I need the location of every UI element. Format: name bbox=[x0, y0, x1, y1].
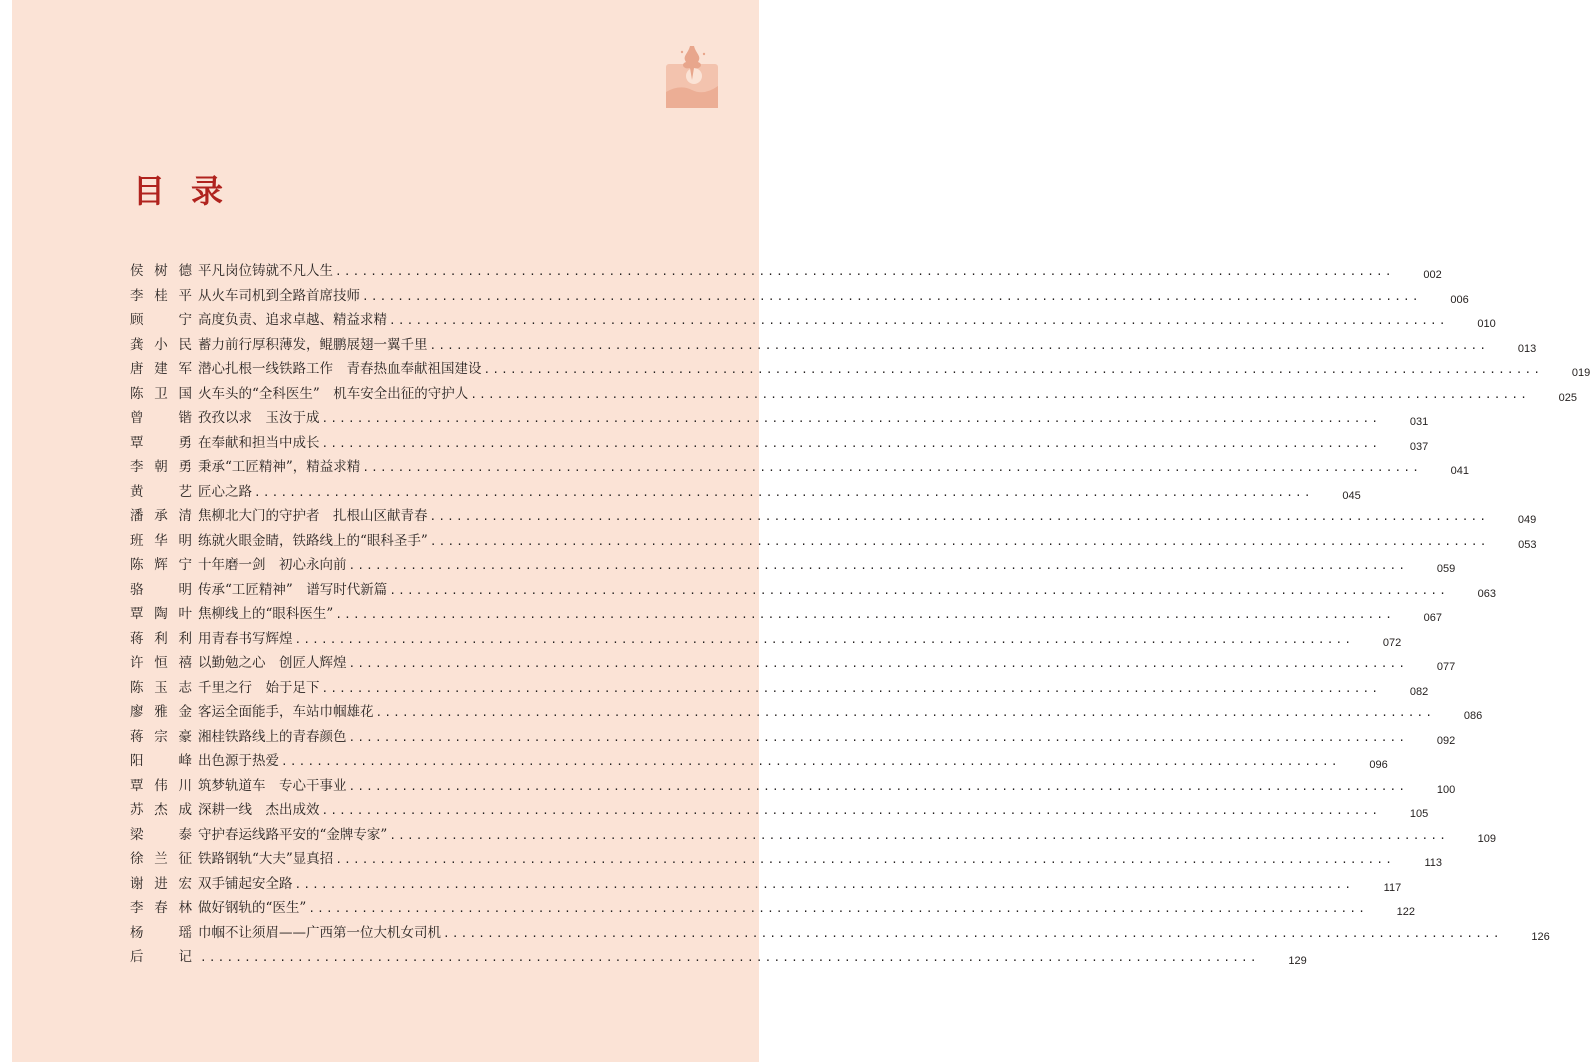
toc-entry-topic: 火车头的“全科医生” 机车安全出征的守护人 bbox=[198, 385, 469, 402]
toc-entry-page-number: 019 bbox=[1571, 367, 1590, 379]
toc-entry-name: 后 记 bbox=[130, 949, 192, 965]
dot-leader: ........................................................................................................................ bbox=[348, 730, 1408, 744]
toc-entry-name: 侯树德 bbox=[130, 263, 192, 279]
dot-leader: ........................................................................................................................ bbox=[321, 804, 1381, 817]
toc-entry-page-number: 059 bbox=[1436, 563, 1456, 575]
dot-leader: ........................................................................................................................ bbox=[362, 289, 1421, 303]
dot-leader: ........................................................................................................................ bbox=[348, 559, 1408, 572]
toc-entry-page-number: 126 bbox=[1531, 930, 1550, 943]
toc-entry[interactable] bbox=[130, 529, 1537, 554]
document-page bbox=[12, 0, 1590, 1062]
toc-entry-page-number: 092 bbox=[1436, 734, 1456, 747]
toc-entry-topic: 做好钢轨的“医生” bbox=[198, 900, 307, 916]
dot-leader: ........................................................................................................................ bbox=[362, 461, 1422, 474]
toc-entry-page-number: 105 bbox=[1409, 808, 1429, 820]
toc-entry-topic: 铁路钢轨“大夫”显真招 bbox=[198, 851, 334, 867]
toc-entry[interactable] bbox=[130, 725, 1456, 750]
dot-leader: ........................................................................................................................ bbox=[483, 363, 1543, 376]
toc-entry-page-number: 129 bbox=[1288, 955, 1307, 967]
toc-entry-topic: 出色源于热爱 bbox=[198, 753, 279, 769]
dot-leader: ........................................................................................................................ bbox=[429, 338, 1489, 352]
toc-entry-topic: 潜心扎根一线铁路工作 青春热血奉献祖国建设 bbox=[198, 361, 482, 377]
dot-leader: ........................................................................................................................ bbox=[294, 877, 1354, 891]
toc-entry-name: 覃伟川 bbox=[130, 777, 192, 794]
toc-entry-page-number: 037 bbox=[1409, 440, 1429, 453]
toc-entry-topic: 从火车司机到全路首席技师 bbox=[198, 287, 360, 304]
toc-entry[interactable] bbox=[130, 455, 1470, 480]
toc-entry-name: 覃 勇 bbox=[130, 434, 192, 451]
toc-entry-name: 苏杰成 bbox=[130, 802, 192, 818]
toc-entry-topic: 客运全面能手，车站巾帼雄花 bbox=[198, 704, 374, 720]
toc-entry[interactable] bbox=[130, 896, 1416, 921]
dot-leader: ........................................................................................................................ bbox=[389, 828, 1449, 842]
dot-leader: ........................................................................................................................ bbox=[348, 657, 1408, 670]
toc-entry-topic: 湘桂铁路线上的青春颜色 bbox=[198, 728, 347, 745]
toc-entry-topic: 孜孜以求 玉汝于成 bbox=[198, 410, 320, 426]
toc-entry-name: 梁 泰 bbox=[130, 826, 192, 843]
toc-entry[interactable] bbox=[130, 406, 1429, 431]
toc-entry[interactable] bbox=[130, 700, 1483, 725]
toc-entry-topic: 匠心之路 bbox=[198, 483, 252, 500]
toc-entry-name: 蒋利利 bbox=[130, 630, 192, 647]
toc-entry[interactable] bbox=[130, 945, 1307, 970]
toc-entry-topic: 筑梦轨道车 专心干事业 bbox=[198, 777, 347, 794]
toc-entry-topic: 练就火眼金睛，铁路线上的“眼科圣手” bbox=[198, 532, 428, 549]
dot-leader: ........................................................................................................................ bbox=[254, 485, 1313, 499]
toc-entry-name: 班华明 bbox=[130, 532, 192, 549]
toc-entry-name: 廖雅金 bbox=[130, 704, 192, 720]
toc-entry-topic: 焦柳北大门的守护者 扎根山区献青春 bbox=[198, 508, 428, 524]
toc-entry-name: 陈玉志 bbox=[130, 679, 192, 696]
dot-leader: ........................................................................................................................ bbox=[429, 534, 1489, 548]
toc-entry-name: 杨 瑶 bbox=[130, 924, 192, 941]
dot-leader: ........................................................................................................................ bbox=[335, 853, 1395, 866]
dot-leader: ........................................................................................................................ bbox=[335, 608, 1395, 621]
dot-leader: ........................................................................................................................ bbox=[429, 510, 1489, 523]
toc-entry-name: 黄 艺 bbox=[130, 483, 192, 500]
toc-entry[interactable] bbox=[130, 847, 1443, 872]
dot-leader: ........................................................................................................................ bbox=[470, 387, 1530, 401]
dot-leader: ........................................................................................................................ bbox=[335, 265, 1394, 278]
toc-entry-name: 覃陶叶 bbox=[130, 606, 192, 622]
toc-entry-page-number: 082 bbox=[1409, 685, 1429, 698]
toc-entry[interactable] bbox=[130, 431, 1429, 456]
dot-leader: ........................................................................................................................ bbox=[443, 926, 1502, 940]
toc-entry-page-number: 100 bbox=[1436, 783, 1456, 796]
toc-entry-name: 曾 锴 bbox=[130, 410, 192, 426]
toc-entry-page-number: 041 bbox=[1450, 465, 1470, 477]
toc-entry[interactable] bbox=[130, 921, 1550, 946]
toc-entry-name: 李朝勇 bbox=[130, 459, 192, 475]
toc-entry-name: 陈卫国 bbox=[130, 385, 192, 402]
toc-entry[interactable] bbox=[130, 553, 1456, 578]
toc-entry-topic: 用青春书写辉煌 bbox=[198, 630, 293, 647]
tree-scene-icon bbox=[666, 40, 718, 108]
toc-entry[interactable] bbox=[130, 259, 1442, 284]
toc-entry-topic: 蓄力前行厚积薄发，鲲鹏展翅一翼千里 bbox=[198, 336, 428, 353]
toc-entry-page-number: 025 bbox=[1558, 391, 1578, 404]
table-of-contents bbox=[130, 259, 1590, 970]
toc-entry-topic: 深耕一线 杰出成效 bbox=[198, 802, 320, 818]
toc-entry[interactable] bbox=[130, 823, 1497, 848]
toc-entry-topic: 千里之行 始于足下 bbox=[198, 679, 320, 696]
toc-entry[interactable] bbox=[130, 872, 1402, 897]
toc-entry-name: 龚小民 bbox=[130, 336, 192, 353]
toc-entry[interactable] bbox=[130, 284, 1469, 309]
toc-entry[interactable] bbox=[130, 382, 1578, 407]
dot-leader: ........................................................................................................................ bbox=[348, 779, 1408, 793]
toc-entry-topic: 在奉献和担当中成长 bbox=[198, 434, 320, 451]
toc-entry-topic: 双手铺起安全路 bbox=[198, 875, 293, 892]
dot-leader: ........................................................................................................................ bbox=[281, 755, 1340, 768]
toc-entry-name: 蒋宗豪 bbox=[130, 728, 192, 745]
dot-leader: ........................................................................................................................ bbox=[294, 632, 1354, 646]
toc-entry-topic: 平凡岗位铸就不凡人生 bbox=[198, 263, 333, 279]
toc-entry-page-number: 049 bbox=[1517, 514, 1537, 526]
toc-entry-page-number: 013 bbox=[1517, 342, 1537, 355]
toc-entry[interactable] bbox=[130, 749, 1388, 774]
toc-entry-page-number: 002 bbox=[1423, 269, 1442, 281]
dot-leader: ........................................................................................................................ bbox=[308, 902, 1368, 915]
toc-entry-name: 陈辉宁 bbox=[130, 557, 192, 573]
dot-leader: ........................................................................................................................ bbox=[200, 951, 1259, 964]
toc-entry-name: 李桂平 bbox=[130, 287, 192, 304]
toc-entry-topic: 巾帼不让须眉——广西第一位大机女司机 bbox=[198, 924, 441, 941]
toc-entry[interactable] bbox=[130, 504, 1537, 529]
page-title: 目录 bbox=[133, 172, 250, 210]
toc-entry-topic: 传承“工匠精神” 谱写时代新篇 bbox=[198, 581, 388, 598]
toc-entry-topic: 秉承“工匠精神”，精益求精 bbox=[198, 459, 361, 475]
toc-entry-name: 阳 峰 bbox=[130, 753, 192, 769]
dot-leader: ........................................................................................................................ bbox=[389, 314, 1448, 327]
toc-entry[interactable] bbox=[130, 774, 1456, 799]
toc-entry-page-number: 077 bbox=[1436, 661, 1456, 673]
toc-entry-page-number: 113 bbox=[1424, 857, 1443, 869]
toc-entry[interactable] bbox=[130, 602, 1443, 627]
toc-entry-page-number: 063 bbox=[1477, 587, 1497, 600]
toc-entry-name: 唐建军 bbox=[130, 361, 192, 377]
toc-entry-page-number: 072 bbox=[1382, 636, 1402, 649]
toc-entry-topic: 焦柳线上的“眼科医生” bbox=[198, 606, 334, 622]
toc-entry-name: 潘承清 bbox=[130, 508, 192, 524]
dot-leader: ........................................................................................................................ bbox=[321, 681, 1381, 695]
toc-entry-page-number: 122 bbox=[1396, 906, 1416, 918]
toc-entry-name: 徐兰征 bbox=[130, 851, 192, 867]
toc-entry[interactable] bbox=[130, 676, 1429, 701]
toc-entry-page-number: 010 bbox=[1477, 318, 1496, 330]
toc-entry[interactable] bbox=[130, 578, 1497, 603]
toc-entry-name: 李春林 bbox=[130, 900, 192, 916]
toc-entry[interactable] bbox=[130, 627, 1402, 652]
toc-entry[interactable] bbox=[130, 798, 1429, 823]
toc-entry-topic: 以勤勉之心 创匠人辉煌 bbox=[198, 655, 347, 671]
toc-entry[interactable] bbox=[130, 480, 1361, 505]
toc-entry[interactable] bbox=[130, 333, 1537, 358]
toc-entry-name: 骆 明 bbox=[130, 581, 192, 598]
toc-entry-page-number: 067 bbox=[1423, 612, 1443, 624]
toc-entry-page-number: 045 bbox=[1342, 489, 1361, 502]
toc-entry-page-number: 053 bbox=[1518, 538, 1537, 551]
toc-entry-topic: 十年磨一剑 初心永向前 bbox=[198, 557, 347, 573]
toc-entry-topic: 高度负责、追求卓越、精益求精 bbox=[198, 312, 387, 328]
toc-entry-page-number: 006 bbox=[1450, 293, 1469, 306]
dot-leader: ........................................................................................................................ bbox=[321, 412, 1381, 425]
toc-entry-name: 谢进宏 bbox=[130, 875, 192, 892]
dot-leader: ........................................................................................................................ bbox=[375, 706, 1435, 719]
toc-entry-page-number: 031 bbox=[1409, 416, 1429, 428]
toc-entry-page-number: 096 bbox=[1369, 759, 1388, 771]
toc-entry-topic: 守护春运线路平安的“金牌专家” bbox=[198, 826, 388, 843]
toc-entry-name: 顾 宁 bbox=[130, 312, 192, 328]
toc-entry-page-number: 109 bbox=[1477, 832, 1497, 845]
toc-entry[interactable] bbox=[130, 651, 1456, 676]
toc-entry-name: 许恒禧 bbox=[130, 655, 192, 671]
toc-entry-page-number: 117 bbox=[1383, 881, 1402, 894]
toc-entry[interactable] bbox=[130, 357, 1590, 382]
dot-leader: ........................................................................................................................ bbox=[321, 436, 1381, 450]
dot-leader: ........................................................................................................................ bbox=[389, 583, 1449, 597]
toc-entry[interactable] bbox=[130, 308, 1496, 333]
toc-entry-page-number: 086 bbox=[1463, 710, 1483, 722]
